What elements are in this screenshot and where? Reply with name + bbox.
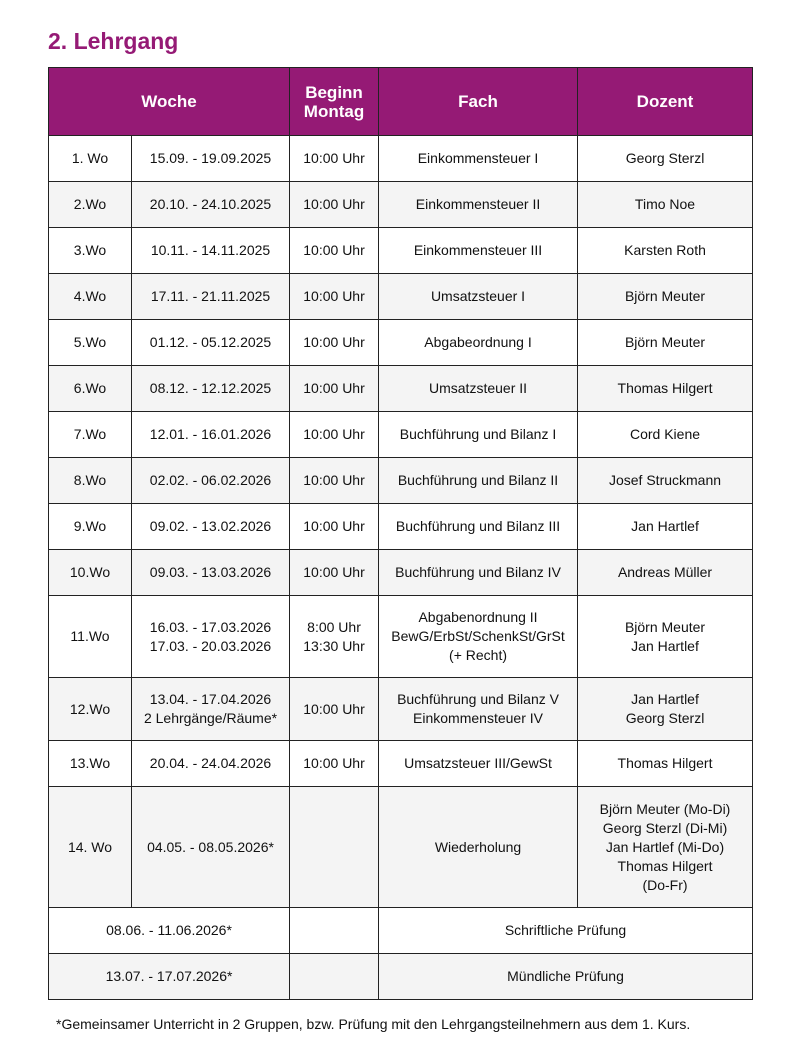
subject-cell — [379, 596, 578, 678]
table-row — [49, 366, 753, 412]
lecturer-cell-line: Björn Meuter — [624, 618, 706, 635]
date-cell-line: 15.09. - 19.09.2025 — [149, 150, 272, 166]
subject-cell — [379, 678, 578, 741]
start-time-cell — [290, 787, 379, 908]
date-cell — [132, 550, 290, 596]
header-woche: Woche — [49, 68, 290, 136]
header-dozent: Dozent — [578, 68, 753, 136]
subject-cell-line: Abgabenordnung II — [418, 609, 538, 625]
date-cell-line: 17.03. - 20.03.2026 — [149, 637, 272, 654]
subject-cell — [379, 136, 578, 182]
subject-cell-line: Buchführung und Bilanz III — [395, 518, 561, 534]
lecturer-cell — [578, 274, 753, 320]
date-cell — [132, 412, 290, 458]
subject-cell-line: Umsatzsteuer III/GewSt — [404, 755, 552, 771]
week-cell: 14. Wo — [49, 787, 132, 908]
week-cell: 2.Wo — [49, 182, 132, 228]
header-beginn-line1: Beginn — [305, 82, 363, 102]
lecturer-cell-line: Björn Meuter — [624, 288, 706, 304]
lecturer-cell-line: Jan Hartlef — [631, 518, 699, 534]
subject-cell-line: Einkommensteuer IV — [413, 710, 543, 726]
start-time-cell — [290, 136, 379, 182]
subject-cell-line: BewG/ErbSt/SchenkSt/GrSt — [391, 628, 565, 644]
subject-cell-line: Wiederholung — [434, 838, 522, 855]
start-time-cell — [290, 458, 379, 504]
date-cell — [132, 741, 290, 787]
date-cell-line: 13.04. - 17.04.2026 — [149, 691, 272, 707]
date-cell-line: 04.05. - 08.05.2026* — [147, 838, 274, 855]
table-row — [49, 678, 753, 741]
lecturer-cell-line: Thomas Hilgert — [617, 380, 713, 396]
start-time-cell — [290, 320, 379, 366]
exam-start-cell — [290, 908, 379, 954]
lecturer-cell — [578, 458, 753, 504]
lecturer-cell — [578, 741, 753, 787]
subject-cell — [379, 182, 578, 228]
start-time-cell-line: 10:00 Uhr — [303, 755, 365, 771]
date-cell — [132, 504, 290, 550]
subject-cell — [379, 228, 578, 274]
start-time-cell — [290, 182, 379, 228]
start-time-cell — [290, 550, 379, 596]
date-cell — [132, 182, 290, 228]
week-cell: 1. Wo — [49, 136, 132, 182]
exam-label-cell: Schriftliche Prüfung — [379, 908, 753, 954]
lecturer-cell-line: Georg Sterzl (Di-Mi) — [602, 819, 728, 836]
lecturer-cell-line: Björn Meuter (Mo-Di) — [599, 800, 731, 817]
lecturer-cell-line: Jan Hartlef — [631, 691, 699, 707]
date-cell-line: 10.11. - 14.11.2025 — [150, 242, 271, 258]
date-cell — [132, 320, 290, 366]
lecturer-cell-line: Georg Sterzl — [625, 150, 705, 166]
header-beginn-line2: Montag — [303, 101, 365, 121]
table-row — [49, 136, 753, 182]
subject-cell-line: Buchführung und Bilanz IV — [395, 564, 561, 580]
schedule-table — [48, 67, 753, 1000]
date-cell-line: 2 Lehrgänge/Räume* — [143, 710, 278, 726]
date-cell — [132, 596, 290, 678]
subject-cell — [379, 458, 578, 504]
date-cell — [132, 136, 290, 182]
start-time-cell — [290, 504, 379, 550]
week-cell: 6.Wo — [49, 366, 132, 412]
start-time-cell-line: 10:00 Uhr — [303, 518, 365, 534]
lecturer-cell — [578, 366, 753, 412]
subject-cell-line: Umsatzsteuer I — [430, 288, 526, 304]
week-cell: 9.Wo — [49, 504, 132, 550]
exam-date-cell: 13.07. - 17.07.2026* — [49, 954, 290, 1000]
lecturer-cell — [578, 504, 753, 550]
footnote: *Gemeinsamer Unterricht in 2 Gruppen, bzw. Prüfung mit den Lehrgangsteilnehmern aus dem 1. Kurs. — [56, 1016, 691, 1032]
lecturer-cell-line: (Do-Fr) — [642, 876, 688, 893]
date-cell-line: 20.10. - 24.10.2025 — [149, 196, 272, 212]
subject-cell-line: Einkommensteuer II — [415, 196, 541, 212]
start-time-cell-line: 10:00 Uhr — [303, 700, 365, 717]
table-header-row — [49, 68, 753, 136]
exam-label-cell: Mündliche Prüfung — [379, 954, 753, 1000]
date-cell-line: 17.11. - 21.11.2025 — [150, 288, 271, 304]
lecturer-cell-line: Karsten Roth — [624, 242, 706, 258]
start-time-cell-line: 10:00 Uhr — [303, 242, 365, 258]
start-time-cell-line: 10:00 Uhr — [303, 288, 365, 304]
lecturer-cell-line: Josef Struckmann — [608, 472, 722, 488]
start-time-cell — [290, 596, 379, 678]
lecturer-cell — [578, 787, 753, 908]
week-cell: 8.Wo — [49, 458, 132, 504]
table-row — [49, 550, 753, 596]
table-row — [49, 741, 753, 787]
exam-date-cell: 08.06. - 11.06.2026* — [49, 908, 290, 954]
header-fach: Fach — [379, 68, 578, 136]
lecturer-cell — [578, 182, 753, 228]
week-cell: 11.Wo — [49, 596, 132, 678]
lecturer-cell-line: Cord Kiene — [629, 426, 701, 442]
date-cell — [132, 366, 290, 412]
lecturer-cell — [578, 550, 753, 596]
subject-cell-line: Einkommensteuer I — [417, 150, 539, 166]
table-row — [49, 228, 753, 274]
date-cell-line: 16.03. - 17.03.2026 — [149, 618, 272, 635]
lecturer-cell-line: Björn Meuter — [624, 334, 706, 350]
lecturer-cell-line: Thomas Hilgert — [617, 755, 713, 771]
week-cell: 12.Wo — [49, 678, 132, 741]
week-cell: 10.Wo — [49, 550, 132, 596]
date-cell — [132, 458, 290, 504]
date-cell-line: 08.12. - 12.12.2025 — [149, 380, 272, 396]
header-beginn — [290, 68, 379, 136]
week-cell: 7.Wo — [49, 412, 132, 458]
table-row — [49, 412, 753, 458]
subject-cell-line: Buchführung und Bilanz I — [399, 426, 557, 442]
subject-cell-line: Einkommensteuer III — [413, 242, 543, 258]
lecturer-cell-line: Georg Sterzl — [625, 710, 705, 726]
start-time-cell — [290, 741, 379, 787]
table-row — [49, 787, 753, 908]
table-row — [49, 596, 753, 678]
date-cell-line: 09.03. - 13.03.2026 — [149, 564, 272, 580]
subject-cell — [379, 320, 578, 366]
table-row — [49, 320, 753, 366]
start-time-cell-line: 10:00 Uhr — [303, 334, 365, 350]
subject-cell-line: (+ Recht) — [449, 647, 507, 663]
table-row — [49, 274, 753, 320]
week-cell: 13.Wo — [49, 741, 132, 787]
week-cell: 3.Wo — [49, 228, 132, 274]
lecturer-cell — [578, 136, 753, 182]
subject-cell — [379, 366, 578, 412]
week-cell: 4.Wo — [49, 274, 132, 320]
lecturer-cell — [578, 412, 753, 458]
subject-cell — [379, 412, 578, 458]
date-cell-line: 09.02. - 13.02.2026 — [149, 518, 272, 534]
lecturer-cell-line: Timo Noe — [634, 196, 696, 212]
lecturer-cell — [578, 228, 753, 274]
start-time-cell-line: 8:00 Uhr — [307, 618, 361, 635]
subject-cell-line: Abgabeordnung I — [424, 334, 532, 350]
subject-cell — [379, 550, 578, 596]
subject-cell-line: Umsatzsteuer II — [429, 380, 528, 396]
date-cell — [132, 787, 290, 908]
lecturer-cell — [578, 678, 753, 741]
table-row — [49, 458, 753, 504]
start-time-cell — [290, 366, 379, 412]
start-time-cell — [290, 678, 379, 741]
subject-cell-line: Buchführung und Bilanz II — [397, 472, 559, 488]
date-cell-line: 12.01. - 16.01.2026 — [149, 426, 272, 442]
start-time-cell-line: 10:00 Uhr — [303, 150, 365, 166]
table-row — [49, 504, 753, 550]
lecturer-cell-line: Jan Hartlef (Mi-Do) — [605, 838, 725, 855]
lecturer-cell-line: Andreas Müller — [617, 564, 713, 580]
date-cell — [132, 228, 290, 274]
start-time-cell-line: 10:00 Uhr — [303, 196, 365, 212]
start-time-cell — [290, 274, 379, 320]
date-cell-line: 01.12. - 05.12.2025 — [149, 334, 272, 350]
start-time-cell-line: 10:00 Uhr — [303, 380, 365, 396]
start-time-cell-line: 10:00 Uhr — [303, 472, 365, 488]
start-time-cell-line: 10:00 Uhr — [303, 426, 365, 442]
exam-start-cell — [290, 954, 379, 1000]
date-cell — [132, 678, 290, 741]
lecturer-cell-line: Jan Hartlef — [631, 637, 699, 654]
start-time-cell — [290, 412, 379, 458]
start-time-cell — [290, 228, 379, 274]
week-cell: 5.Wo — [49, 320, 132, 366]
start-time-cell-line: 10:00 Uhr — [303, 564, 365, 580]
subject-cell — [379, 787, 578, 908]
date-cell-line: 20.04. - 24.04.2026 — [149, 755, 272, 771]
lecturer-cell-line: Thomas Hilgert — [617, 857, 713, 874]
lecturer-cell — [578, 596, 753, 678]
lecturer-cell — [578, 320, 753, 366]
start-time-cell-line: 13:30 Uhr — [303, 637, 365, 654]
exam-row — [49, 954, 753, 1000]
table-row — [49, 182, 753, 228]
subject-cell — [379, 504, 578, 550]
page-title: 2. Lehrgang — [48, 28, 179, 54]
date-cell — [132, 274, 290, 320]
subject-cell — [379, 274, 578, 320]
subject-cell-line: Buchführung und Bilanz V — [397, 691, 559, 707]
exam-row — [49, 908, 753, 954]
subject-cell — [379, 741, 578, 787]
date-cell-line: 02.02. - 06.02.2026 — [149, 472, 272, 488]
